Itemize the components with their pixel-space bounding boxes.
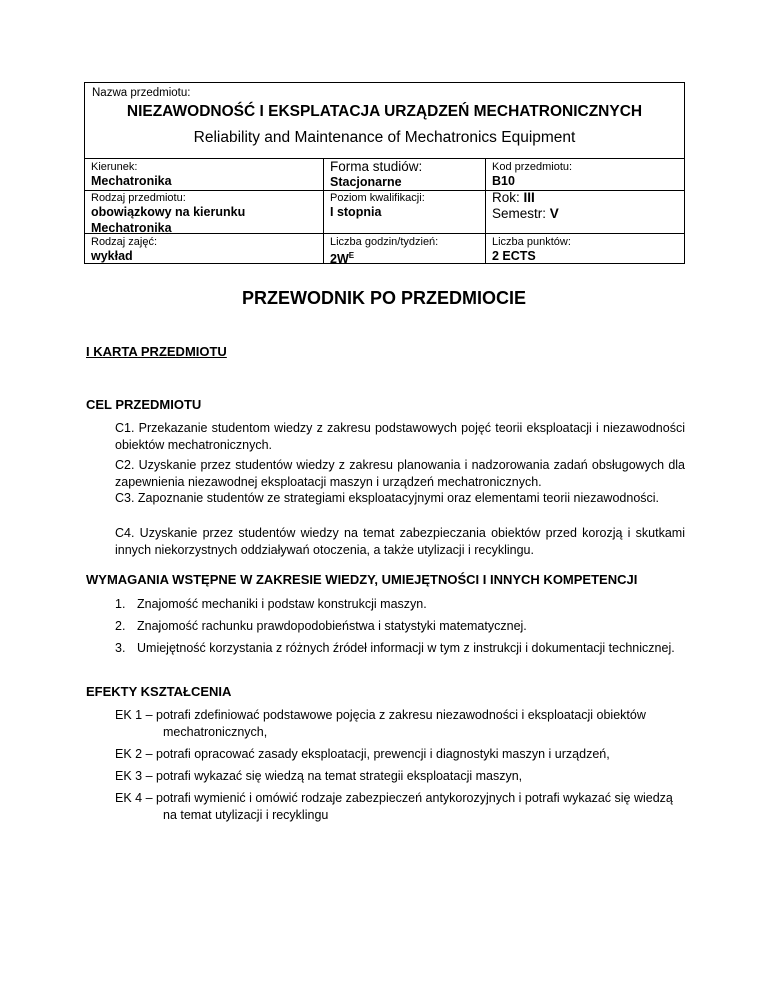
forma-label: Forma studiów:: [330, 159, 423, 174]
cel-title: CEL PRZEDMIOTU: [86, 397, 202, 412]
rodzaj-zajec-label: Rodzaj zajęć:: [91, 236, 158, 248]
list-text: Znajomość rachunku prawdopodobieństwa i statystyki matematycznej.: [137, 619, 527, 633]
godziny-value: 2W: [330, 252, 349, 267]
list-item: EK 4 – potrafi wymienić i omówić rodzaje zabezpieczeń antykorozyjnych i potrafi wykazać się wiedzą na temat utylizacji i recyklingu: [115, 791, 673, 822]
list-number: 2.: [115, 619, 126, 633]
godziny-sup: E: [348, 251, 355, 260]
list-item: EK 2 – potrafi opracować zasady eksploatacji, prewencji i diagnostyki maszyn i urządzeń,: [115, 747, 610, 761]
list-item: EK 3 – potrafi wykazać się wiedzą na temat strategii eksploatacji maszyn,: [115, 769, 523, 783]
table-divider: [485, 158, 486, 264]
rok-field: [492, 190, 535, 206]
table-divider: [323, 158, 324, 264]
poziom-value: I stopnia: [330, 205, 382, 219]
cel-item-c3: C3. Zapoznanie studentów ze strategiami eksploatacyjnymi oraz elementami teorii niezawodności.: [115, 491, 660, 505]
rodzaj-przedmiotu-label: Rodzaj przedmiotu:: [91, 192, 186, 204]
rodzaj-przedmiotu-value: obowiązkowy na kierunku Mechatronika: [91, 205, 246, 235]
course-name-label: Nazwa przedmiotu:: [92, 87, 191, 99]
wymagania-title: WYMAGANIA WSTĘPNE W ZAKRESIE WIEDZY, UMIEJĘTNOŚCI I INNYCH KOMPETENCJI: [86, 572, 638, 587]
kierunek-value: Mechatronika: [91, 174, 172, 188]
punkty-value: 2 ECTS: [492, 249, 536, 263]
table-divider: [85, 190, 684, 191]
list-item: [115, 640, 685, 657]
karta-title: I KARTA PRZEDMIOTU: [86, 344, 227, 359]
semestr-label: Semestr:: [492, 206, 547, 221]
list-item: EK 1 – potrafi zdefiniować podstawowe pojęcia z zakresu niezawodności i eksploatacji obiektów mechatronicznych,: [115, 708, 646, 739]
cel-item-c2: C2. Uzyskanie przez studentów wiedzy z zakresu planowania i nadzorowania zadań obsługowych dla zapewnienia niezawodnej eksploatacji maszyn i urządzeń mechatronicznych.: [115, 458, 685, 489]
kod-label: Kod przedmiotu:: [492, 161, 573, 173]
course-title-pl: NIEZAWODNOŚĆ I EKSPLATACJA URZĄDZEŃ MECHATRONICZNYCH: [126, 103, 643, 120]
guide-title: PRZEWODNIK PO PRZEDMIOCIE: [241, 288, 526, 308]
semestr-field: [492, 206, 559, 222]
godziny-label: Liczba godzin/tydzień:: [330, 236, 439, 248]
efekty-title: EFEKTY KSZTAŁCENIA: [86, 684, 232, 699]
cel-item-c4: C4. Uzyskanie przez studentów wiedzy na temat zabezpieczania obiektów przed korozją i skutkami innych niekorzystnych oddziaływań otoczenia, a także utylizacji i recyklingu.: [115, 526, 685, 557]
rok-label: Rok:: [492, 190, 520, 205]
forma-value: Stacjonarne: [330, 175, 402, 189]
course-info-table: [84, 82, 685, 267]
wymagania-list: [115, 596, 685, 662]
list-text: Znajomość mechaniki i podstaw konstrukcji maszyn.: [137, 597, 427, 611]
semestr-value: V: [549, 206, 559, 221]
cel-item-c1: C1. Przekazanie studentom wiedzy z zakresu podstawowych pojęć teorii eksploatacji i niezawodności obiektów mechatronicznych.: [115, 421, 685, 452]
kierunek-label: Kierunek:: [91, 161, 138, 173]
rok-value: III: [523, 190, 535, 205]
godziny-field: [330, 248, 354, 267]
list-item: [115, 618, 685, 635]
list-number: 3.: [115, 641, 126, 655]
list-number: 1.: [115, 597, 126, 611]
efekty-list: [115, 707, 685, 829]
list-item: [115, 596, 685, 613]
kod-value: B10: [492, 174, 515, 188]
poziom-label: Poziom kwalifikacji:: [330, 192, 425, 204]
course-title-en: Reliability and Maintenance of Mechatronics Equipment: [193, 129, 576, 146]
punkty-label: Liczba punktów:: [492, 236, 571, 248]
list-text: Umiejętność korzystania z różnych źródeł informacji w tym z instrukcji i dokumentacji technicznej.: [137, 641, 675, 655]
rodzaj-zajec-value: wykład: [91, 249, 133, 263]
